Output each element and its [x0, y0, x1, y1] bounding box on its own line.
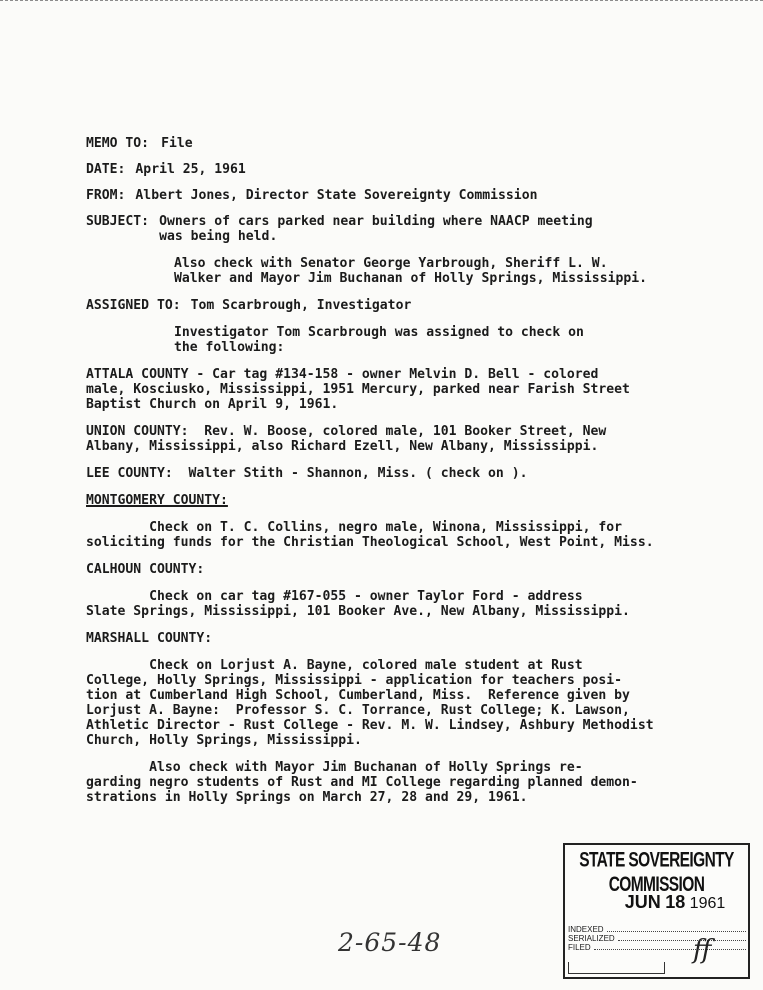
- handwritten-file-number: 2-65-48: [338, 928, 442, 957]
- montgomery-text-line: soliciting funds for the Christian Theological School, West Point, Miss.: [86, 535, 654, 550]
- subject-text-line: Owners of cars parked near building where NAACP meeting: [159, 214, 593, 229]
- stamp-date-year: 1961: [689, 895, 726, 912]
- assigned-paragraph: [86, 325, 746, 355]
- calhoun-text-line: Check on car tag #167-055 - owner Taylor Ford - address: [86, 589, 583, 604]
- marshall-text-line: Check on Lorjust A. Bayne, colored male student at Rust: [86, 658, 583, 673]
- final-paragraph: [86, 760, 746, 805]
- stamp-serialized-label: SERIALIZED: [568, 934, 615, 943]
- lee-county-line: LEE COUNTY: Walter Stith - Shannon, Miss. ( check on ).: [86, 466, 528, 481]
- subject-label: SUBJECT:: [86, 214, 150, 229]
- subject-line: [86, 214, 746, 244]
- memo-to-line: [86, 136, 746, 151]
- montgomery-county-heading: MONTGOMERY COUNTY:: [86, 493, 228, 508]
- attala-text-line: Baptist Church on April 9, 1961.: [86, 397, 339, 412]
- stamp-indexed-line: [568, 925, 746, 934]
- stamp-bottom-box: [568, 962, 665, 974]
- calhoun-county-heading: CALHOUN COUNTY:: [86, 562, 205, 577]
- attala-text-line: ATTALA COUNTY - Car tag #134-158 - owner Melvin D. Bell - colored: [86, 367, 599, 382]
- memo-to-label: MEMO TO:: [86, 136, 150, 151]
- montgomery-text-line: Check on T. C. Collins, negro male, Winona, Mississippi, for: [86, 520, 623, 535]
- assigned-text-line: Investigator Tom Scarbrough was assigned to check on: [174, 325, 584, 340]
- marshall-county-paragraph: [86, 658, 746, 748]
- attala-text-line: male, Kosciusko, Mississippi, 1951 Mercury, parked near Farish Street: [86, 382, 630, 397]
- marshall-county-heading: MARSHALL COUNTY:: [86, 631, 213, 646]
- marshall-text-line: College, Holly Springs, Mississippi - application for teachers posi-: [86, 673, 623, 688]
- stamp-filed-label: FILED: [568, 943, 591, 952]
- date-value: April 25, 1961: [135, 162, 246, 177]
- union-text-line: Albany, Mississippi, also Richard Ezell, New Albany, Mississippi.: [86, 439, 599, 454]
- attala-county-paragraph: [86, 367, 746, 412]
- stamp-indexed-label: INDEXED: [568, 925, 604, 934]
- marshall-text-line: Athletic Director - Rust College - Rev. M. W. Lindsey, Ashbury Methodist: [86, 718, 654, 733]
- assigned-text-line: the following:: [174, 340, 285, 355]
- assigned-label: ASSIGNED TO:: [86, 298, 181, 313]
- stamp-filed-line: [568, 943, 746, 952]
- calhoun-county-paragraph: [86, 589, 746, 619]
- date-line: [86, 162, 746, 177]
- memo-to-value: File: [161, 136, 193, 151]
- montgomery-county-paragraph: [86, 520, 746, 550]
- top-dashed-rule: [0, 0, 763, 1]
- final-text-line: Also check with Mayor Jim Buchanan of Holly Springs re-: [86, 760, 583, 775]
- marshall-text-line: Lorjust A. Bayne: Professor S. C. Torrance, Rust College; K. Lawson,: [86, 703, 630, 718]
- stamp-date-month: JUN: [624, 892, 661, 912]
- memo-body: [86, 136, 746, 805]
- also-text-line: Walker and Mayor Jim Buchanan of Holly Springs, Mississippi.: [174, 271, 647, 286]
- assigned-value: Tom Scarbrough, Investigator: [190, 298, 412, 313]
- stamp-date: [615, 892, 735, 913]
- calhoun-text-line: Slate Springs, Mississippi, 101 Booker Ave., New Albany, Mississippi.: [86, 604, 630, 619]
- marshall-text-line: tion at Cumberland High School, Cumberland, Miss. Reference given by: [86, 688, 630, 703]
- stamp-handwritten-initial: ff: [693, 935, 712, 965]
- union-text-line: UNION COUNTY: Rev. W. Boose, colored male, 101 Booker Street, New: [86, 424, 607, 439]
- also-text-line: Also check with Senator George Yarbrough, Sheriff L. W.: [174, 256, 608, 271]
- marshall-text-line: Church, Holly Springs, Mississippi.: [86, 733, 362, 748]
- from-line: [86, 188, 746, 203]
- received-stamp: [563, 843, 750, 979]
- from-label: FROM:: [86, 188, 126, 203]
- stamp-serialized-line: [568, 934, 746, 943]
- from-value: Albert Jones, Director State Sovereignty Commission: [135, 188, 538, 203]
- date-label: DATE:: [86, 162, 126, 177]
- final-text-line: garding negro students of Rust and MI College regarding planned demon-: [86, 775, 638, 790]
- assigned-line: [86, 298, 746, 313]
- union-county-paragraph: [86, 424, 746, 454]
- stamp-title: STATE SOVEREIGNTY COMMISSION: [579, 849, 734, 897]
- stamp-fields: [568, 925, 746, 952]
- also-check-paragraph: [86, 256, 746, 286]
- stamp-date-day: 18: [665, 892, 686, 912]
- final-text-line: strations in Holly Springs on March 27, 28 and 29, 1961.: [86, 790, 528, 805]
- subject-text-line: was being held.: [159, 229, 278, 244]
